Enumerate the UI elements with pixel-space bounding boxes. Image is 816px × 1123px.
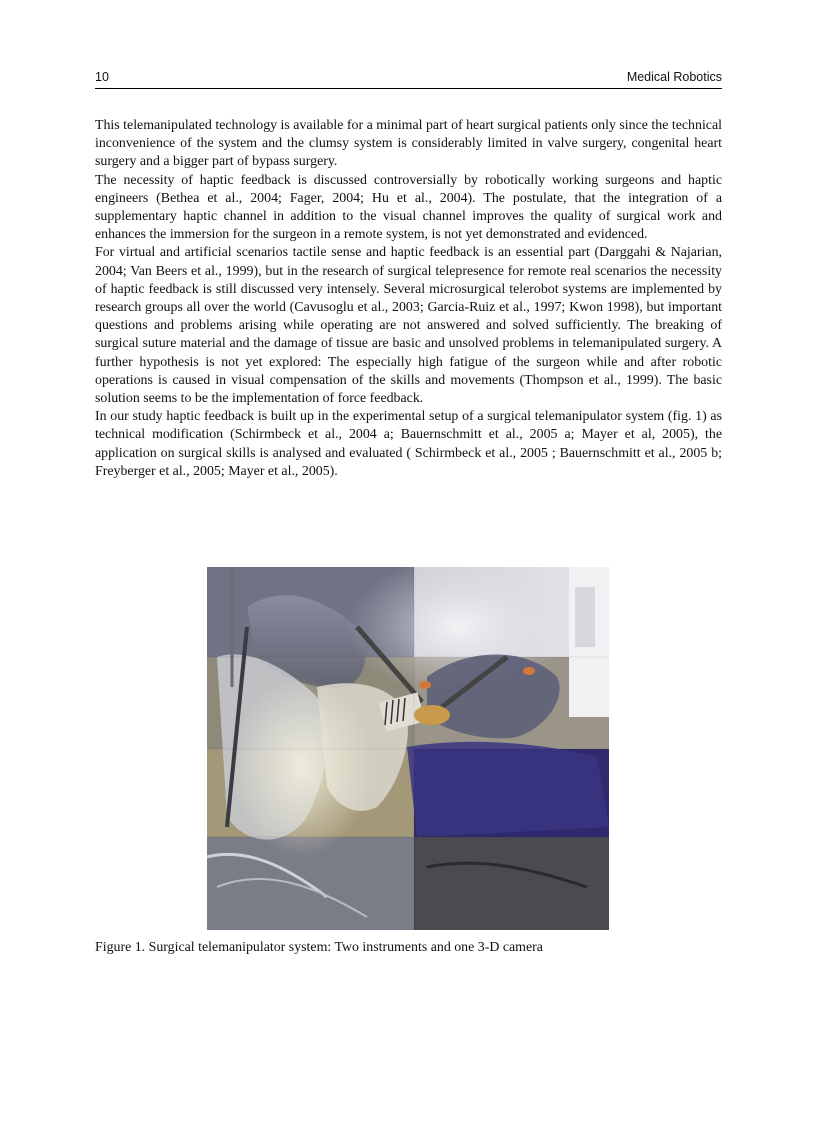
figure-caption: Figure 1. Surgical telemanipulator system: Two instruments and one 3-D camera <box>95 940 543 955</box>
surgical-robot-photo <box>207 567 609 930</box>
page-number: 10 <box>95 70 109 84</box>
figure-telemanipulator-photo <box>207 567 609 930</box>
running-header <box>95 68 722 89</box>
paragraph-3: For virtual and artificial scenarios tactile sense and haptic feedback is an essential part (Darggahi & Najarian, 2004; Van Beers et al., 1999), but in the research of surgical telepresence for remote real scenarios the necessity of haptic feedback is still discussed very intensely. Several microsurgical telerobot systems are implemented by research groups all over the world (Cavusoglu et al., 2003; Garcia-Ruiz et al., 1997; Kwon 1998), but important questions and problems arising while operating are not answered and solved sufficiently. The breaking of surgical suture material and the damage of tissue are basic and unsolved problems in telemanipulated surgery. A further hypothesis is not yet explored: The especially high fatigue of the surgeon while and after robotic operations is caused in visual compensation of the skills and movements (Thompson et al., 1999). The basic solution seems to be the implementation of force feedback. <box>95 245 722 407</box>
paragraph-2: The necessity of haptic feedback is discussed controversially by robotically working surgeons and haptic engineers (Bethea et al., 2004; Fager, 2004; Hu et al., 2004). The postulate, that the integration of a supplementary haptic channel in addition to the visual channel improves the quality of surgical work and enhances the immersion for the surgeon in a remote system, is not yet demonstrated and evidenced. <box>95 172 722 243</box>
paragraph-4: In our study haptic feedback is built up in the experimental setup of a surgical telemanipulator system (fig. 1) as technical modification (Schirmbeck et al., 2004 a; Bauernschmitt et al., 2005 a; Mayer et al, 2005), the application on surgical skills is analysed and evaluated ( Schirmbeck et al., 2005 ; Bauernschmitt et al., 2005 b; Freyberger et al., 2005; Mayer et al., 2005). <box>95 409 722 479</box>
paragraph-1: This telemanipulated technology is available for a minimal part of heart surgical patients only since the technical inconvenience of the system and the clumsy system is considerably limited in valve surgery, congenital heart surgery and a bigger part of bypass surgery. <box>95 118 722 170</box>
book-title: Medical Robotics <box>626 70 722 84</box>
body-text <box>95 117 722 481</box>
